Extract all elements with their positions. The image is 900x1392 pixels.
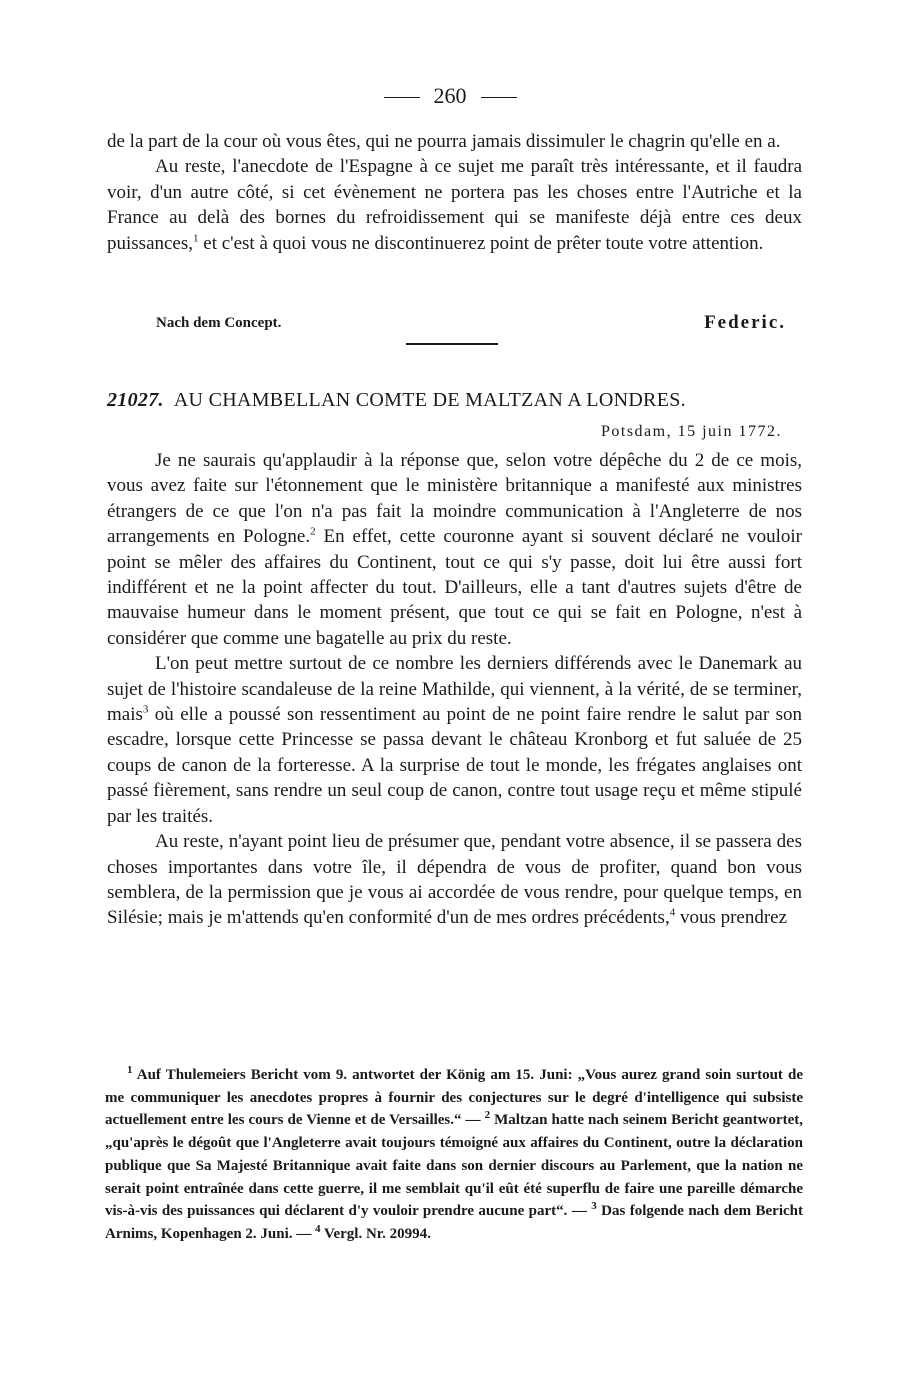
footnotes (105, 1064, 803, 1246)
paragraph-text: L'on peut mettre surtout de ce nombre les derniers différends avec le Danemark au sujet de l'histoire scandaleuse de la reine Mathilde, qui viennent, à la vérité, de se terminer, mais (107, 653, 802, 726)
paragraph-anecdote (107, 154, 802, 256)
page-number: 260 (433, 83, 467, 108)
letter-title: AU CHAMBELLAN COMTE DE MALTZAN A LONDRES. (173, 389, 686, 411)
paragraph-continued: de la part de la cour où vous êtes, qui ne pourra jamais dissimuler le chagrin qu'elle en a. (107, 131, 781, 152)
paragraph-text: vous prendrez (675, 907, 788, 929)
footnote-2: Maltzan hatte nach seinem Bericht geantwortet, „qu'après le dégoût que l'Angleterre avait toujours témoigné aux affaires du Continent, outre la déclaration publique que Sa Majesté Britannique avait faite dans son dernier discours au Parlement, que la nation ne serait point entraînée dans cette guerre, il me semblait qu'il eût été superflu de faire une pareille démarche vis-à-vis des puissances qui déclarent d'y vouloir prendre aucune part“. — (105, 1112, 803, 1220)
header-rule-right (481, 97, 517, 98)
signature: Federic. (704, 312, 786, 333)
paragraph-text: et c'est à quoi vous ne discontinuerez point de prêter toute votre attention. (198, 232, 764, 254)
footnote-ref: 4 (669, 906, 676, 919)
footnote-block (105, 1064, 803, 1246)
paragraph-text: Je ne saurais qu'applaudir à la réponse que, selon votre dépêche du 2 de ce mois, vous avez faite sur l'étonnement que le ministère britannique a manifesté aux ministres étrangers de ce que l'on n'a pas fait la moindre communication à l'Angleterre de nos arrangements en Pologne. (107, 450, 802, 548)
footnote-mark: 1 (127, 1064, 133, 1076)
paragraph-text: En effet, cette couronne ayant si souvent déclaré ne vouloir point se mêler des affaires du Continent, tout ce qui s'y passe, doit lui être aussi fort indifférent et ne la point affecter du tout. D'ailleurs, elle a tant d'autres sujets d'être de mauvaise humeur dans le moment présent, que tout ce qui se fait en Pologne, n'est à considérer que comme une bagatelle au prix du reste. (107, 526, 802, 649)
letter-body (107, 448, 802, 931)
footnote-mark: 2 (484, 1109, 491, 1122)
letter-paragraph-3 (107, 829, 802, 931)
letter-number: 21027. (107, 389, 164, 411)
letter-paragraph-1 (107, 448, 802, 651)
letter-heading (107, 386, 802, 414)
source-note: Nach dem Concept. (156, 315, 282, 331)
paragraph-text: où elle a poussé son ressentiment au point de ne point faire rendre le salut par son escadre, lorsque cette Princesse se passa devant le château Kronborg et fut saluée de 25 coups de canon de la forteresse. A la surprise de tout le monde, les frégates anglaises ont passé fièrement, sans rendre un seul coup de canon, contre tout usage reçu et même stipulé par les traités. (107, 704, 802, 827)
footnote-ref: 1 (193, 232, 199, 245)
signature-line (156, 310, 786, 336)
footnote-ref: 2 (310, 525, 316, 538)
footnote-mark: 3 (591, 1200, 597, 1213)
section-separator (406, 343, 498, 345)
letter-paragraph-2 (107, 651, 802, 829)
footnote-1: Auf Thulemeiers Bericht vom 9. antwortet der König am 15. Juni: „Vous aurez grand soin surtout de me communiquer les anecdotes propres à fournir des conjectures sur le degré d'intelligence qui subsiste actuellement entre les cours de Vienne et de Versailles.“ — (105, 1067, 803, 1129)
footnote-mark: 4 (315, 1222, 321, 1235)
page-header (0, 82, 900, 110)
continued-letter-text (107, 129, 802, 256)
footnote-4: Vergl. Nr. 20994. (320, 1225, 431, 1242)
footnote-ref: 3 (142, 703, 149, 716)
letter-dateline: Potsdam, 15 juin 1772. (600, 423, 782, 440)
footnote-3: Das folgende nach dem Bericht Arnims, Kopenhagen 2. Juni. — (105, 1203, 803, 1242)
header-rule-left (384, 97, 420, 98)
paragraph-text: Au reste, n'ayant point lieu de présumer que, pendant votre absence, il se passera des choses importantes dans votre île, il dépendra de vous de profiter, quand bon vous semblera, de la permission que je vous ai accordée de vous rendre, pour quelque temps, en Silésie; mais je m'attends qu'en conformité d'un de mes ordres précédents, (107, 831, 802, 929)
paragraph-text: Au reste, l'anecdote de l'Espagne à ce sujet me paraît très intéressante, et il faudra voir, d'un autre côté, si cet évènement ne portera pas les choses entre l'Autriche et la France au delà des bornes du refroidissement qui se manifeste déjà entre ces deux puissances, (107, 156, 802, 254)
